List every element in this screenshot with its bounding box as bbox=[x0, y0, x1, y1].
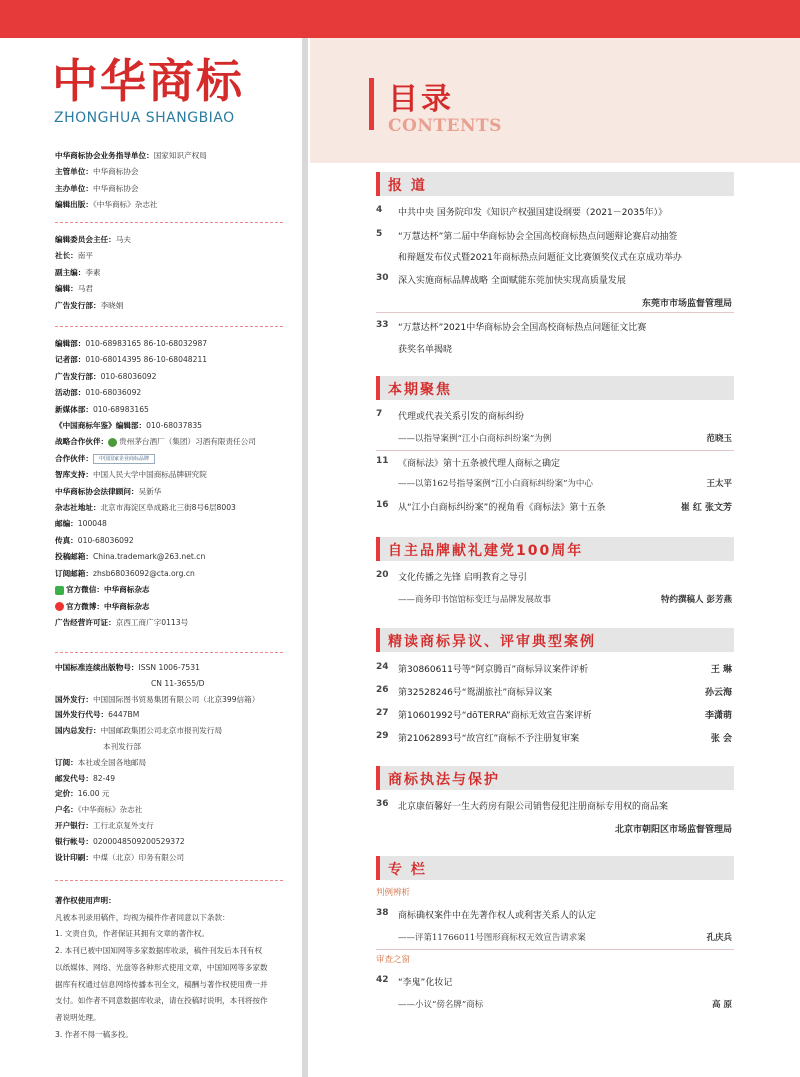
top-red-bar bbox=[0, 0, 800, 38]
masthead-row: 广告发行部：010-68036092 bbox=[55, 371, 157, 381]
masthead-row: 广告经营许可证：京西工商广字0113号 bbox=[55, 617, 189, 627]
toc-subtitle-line: ——评第11766011号图形商标权无效宣告请求案 孔庆兵 bbox=[398, 933, 732, 943]
masthead-row: 《中国商标年鉴》编辑部：010-68037835 bbox=[55, 421, 203, 431]
masthead-row: 国外发行：中国国际图书贸易集团有限公司（北京399信箱） bbox=[55, 694, 260, 704]
divider bbox=[55, 652, 283, 653]
column-category: 审查之窗 bbox=[376, 955, 411, 965]
divider bbox=[376, 949, 734, 950]
copyright-notice: 著作权使用声明： 凡被本刊录用稿件，均视为稿件作者同意以下条款： 1. 文责自负，作者保证其拥有文章的著作权。 2. 本刊已被中国知网等多家数据库收录，稿件刊发后本刊有权 以纸媒体、网络、光盘等各种形式使用文章，中国知网等多家数 据库有权通过信息网络传播本刊全文，稿酬与著作权使用费一并 支付。如作者不同意数据库收录，请在投稿时说明，本刊将按作 者说明处理。 3. 作者不得一稿多投。 bbox=[55, 896, 268, 1039]
xijiu-logo-icon bbox=[108, 438, 117, 447]
masthead-row: 主管单位：中华商标协会 bbox=[55, 167, 139, 177]
masthead-row: 国外发行代号：6447BM bbox=[55, 710, 140, 720]
masthead-distribution bbox=[55, 660, 283, 865]
magazine-logo-pinyin: ZHONGHUA SHANGBIAO bbox=[54, 110, 235, 126]
weibo-icon bbox=[55, 602, 64, 611]
toc-title: 目录 bbox=[388, 82, 454, 117]
masthead-row: 银行帐号：0200048509200529372 bbox=[55, 836, 185, 846]
wechat-row: 官方微信：中华商标杂志 bbox=[55, 582, 283, 598]
weibo-row: 官方微博：中华商标杂志 bbox=[55, 599, 283, 615]
section-header-column: 专 栏 bbox=[376, 856, 734, 880]
masthead-row: 新媒体部：010-68983165 bbox=[55, 404, 149, 414]
masthead-contacts bbox=[55, 336, 283, 631]
toc-subtitle-line: ——商务印书馆馆标变迁与品牌发展故事 特约撰稿人 彭芳燕 bbox=[398, 595, 732, 605]
masthead-row: 编辑：马君 bbox=[55, 284, 93, 294]
section-header-brand: 自主品牌献礼建党100周年 bbox=[376, 537, 734, 561]
divider bbox=[376, 312, 734, 313]
masthead-row: 邮编：100048 bbox=[55, 519, 107, 529]
masthead-row: 广告发行部：李晓娟 bbox=[55, 300, 124, 310]
masthead-publisher bbox=[55, 148, 283, 214]
partner-row: 合作伙伴： 中国国家企业商标品牌 bbox=[55, 451, 283, 467]
masthead-row: 活动部：010-68036092 bbox=[55, 388, 142, 398]
masthead-row: 传真：010-68036092 bbox=[55, 535, 134, 545]
masthead-row: 编辑部：010-68983165 86-10-68032987 bbox=[55, 339, 208, 348]
toc-subtitle: CONTENTS bbox=[388, 116, 502, 136]
masthead-row: 记者部：010-68014395 86-10-68048211 bbox=[55, 355, 208, 365]
masthead-row: 国内总发行：中国邮政集团公司北京市报刊发行局 bbox=[55, 726, 223, 736]
section-header-focus: 本期聚焦 bbox=[376, 376, 734, 400]
masthead-row: 杂志社地址：北京市海淀区阜成路北三街8号6层8003 bbox=[55, 503, 236, 513]
divider bbox=[376, 450, 734, 451]
toc-subtitle-line: ——以第162号指导案例“江小白商标纠纷案”为中心 王太平 bbox=[398, 479, 732, 489]
strategic-partner-row: 战略合作伙伴： 贵州茅台酒厂（集团）习酒有限责任公司 bbox=[55, 437, 256, 447]
column-divider bbox=[302, 38, 308, 1077]
masthead-row: 邮发代号：82-49 bbox=[55, 773, 116, 783]
masthead-row: 主办单位：中华商标协会 bbox=[55, 183, 139, 193]
section-header-report: 报 道 bbox=[376, 172, 734, 196]
section-header-cases: 精读商标异议、评审典型案例 bbox=[376, 628, 734, 652]
masthead-row: 中华商标协会法律顾问：吴新华 bbox=[55, 486, 162, 496]
masthead-editorial bbox=[55, 232, 283, 314]
toc-subtitle-line: ——小议“傍名牌”商标 高 原 bbox=[398, 1000, 732, 1010]
masthead-row: 中国标准连续出版物号：ISSN 1006-7531 bbox=[55, 663, 200, 672]
masthead-row: 户名：《中华商标》杂志社 bbox=[55, 805, 143, 815]
divider bbox=[55, 326, 283, 327]
section-header-enforcement: 商标执法与保护 bbox=[376, 766, 734, 790]
magazine-logo: 中华商标 bbox=[52, 54, 244, 108]
toc-subtitle-line: ——以指导案例“江小白商标纠纷案”为例 范晓玉 bbox=[398, 434, 732, 444]
masthead-row: 中华商标协会业务指导单位：国家知识产权局 bbox=[55, 151, 207, 160]
masthead-row: 定价：16.00 元 bbox=[55, 789, 110, 799]
masthead-row: 本刊发行部 bbox=[103, 741, 141, 751]
masthead-row: 开户银行：工行北京复外支行 bbox=[55, 820, 154, 830]
masthead-row: 编辑出版：《中华商标》杂志社 bbox=[55, 200, 158, 210]
toc-title-accent bbox=[369, 78, 374, 130]
partner-logo-icon: 中国国家企业商标品牌 bbox=[93, 454, 155, 464]
wechat-icon bbox=[55, 586, 64, 595]
column-category: 判例辨析 bbox=[376, 888, 411, 898]
masthead-row: 设计印刷：中煤（北京）印务有限公司 bbox=[55, 852, 185, 862]
masthead-row: 投稿邮箱：China.trademark@263.net.cn bbox=[55, 552, 206, 562]
masthead-row: 编辑委员会主任：马夫 bbox=[55, 235, 131, 244]
masthead-row: CN 11-3655/D bbox=[151, 678, 205, 688]
masthead-row: 社长：南平 bbox=[55, 251, 93, 261]
toc-header-bg bbox=[310, 38, 800, 163]
masthead-row: 智库支持：中国人民大学中国商标品牌研究院 bbox=[55, 470, 207, 480]
masthead-row: 订阅邮箱：zhsb68036092@cta.org.cn bbox=[55, 568, 195, 578]
masthead-row: 副主编：李素 bbox=[55, 267, 101, 277]
divider bbox=[55, 222, 283, 223]
divider bbox=[55, 880, 283, 881]
masthead-row: 订阅：本社或全国各地邮局 bbox=[55, 757, 147, 767]
